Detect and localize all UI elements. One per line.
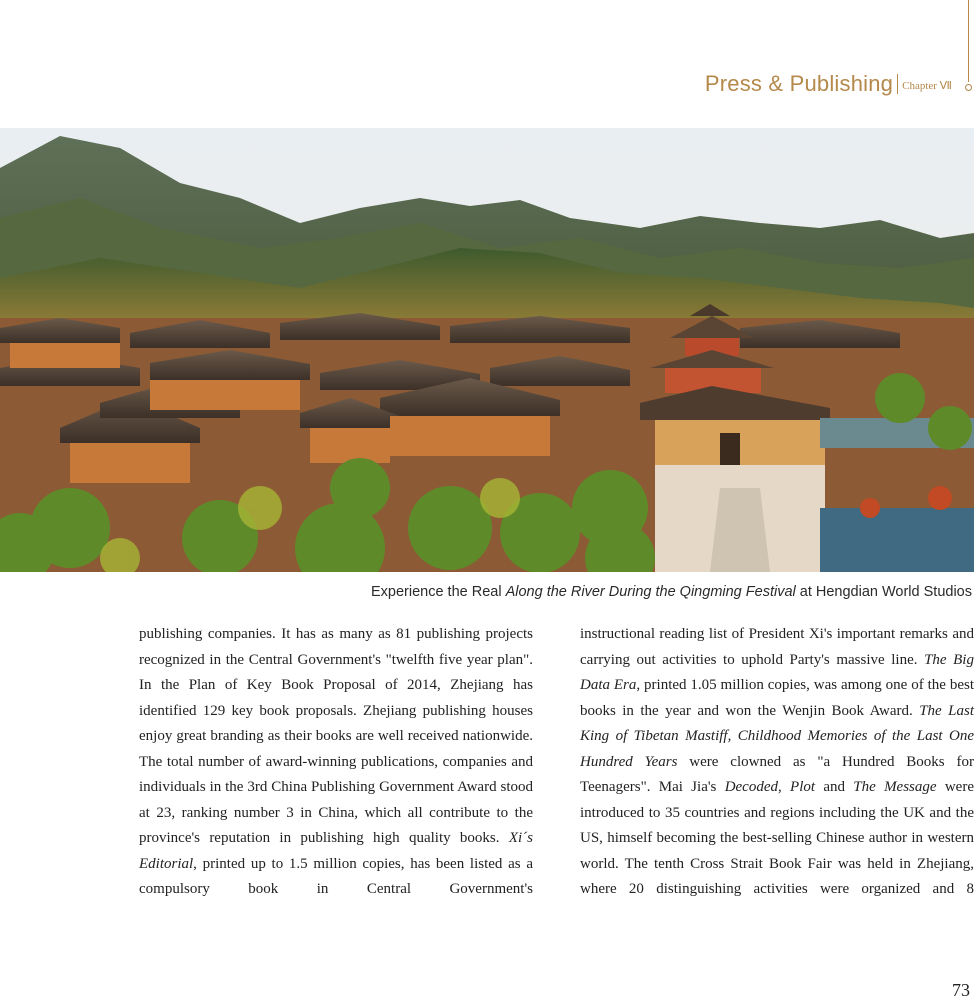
left-text-end: , printed up to 1.5 million copies, has been listed as a compulsory book in Central Government's <box>139 855 533 897</box>
book-title-plot: Plot <box>790 779 816 795</box>
hengdian-studios-photo <box>0 128 974 572</box>
header-divider <box>897 74 898 94</box>
decorative-vertical-line <box>968 0 969 82</box>
left-text-column <box>139 622 533 903</box>
right-text-1: instructional reading list of President Xi's important remarks and carrying out activities to uphold Party's massive line. <box>580 626 974 668</box>
right-text-4: , <box>778 779 791 795</box>
right-paragraph <box>580 622 974 903</box>
right-text-column <box>580 622 974 903</box>
book-title-xis-editorial: Xi´s Editorial <box>139 830 533 872</box>
chapter-label: Chapter Ⅶ <box>902 80 952 92</box>
decorative-circle <box>965 84 972 91</box>
book-title-decoded: Decoded <box>724 779 778 795</box>
caption-text: Experience the Real <box>370 584 506 600</box>
running-header <box>705 66 952 98</box>
book-titles-mastiff-memories: The Last King of Tibetan Mastiff, Childhood Memories of the Last One Hundred Years <box>580 702 974 770</box>
right-text-3: were clowned as "a Hundred Books for Teenagers". Mai Jia's <box>580 753 974 795</box>
caption-italic-title: Along the River During the Qingming Festival <box>505 584 796 600</box>
right-text-6: were introduced to 35 countries and regions including the UK and the US, himself becoming the best-selling Chinese author in western world. The tenth Cross Strait Book Fair was held in Zhejiang, where 20 distinguishing activities were organized and 8 <box>580 779 974 897</box>
left-paragraph <box>139 622 533 903</box>
right-text-5: and <box>815 779 854 795</box>
section-title: Press & Publishing <box>704 71 894 96</box>
book-title-the-message: The Message <box>853 779 937 795</box>
caption-text-end: at Hengdian World Studios <box>795 584 972 600</box>
photo-caption <box>371 584 972 600</box>
right-text-2: , printed 1.05 million copies, was among one of the best books in the year and won the Wenjin Book Award. <box>580 677 974 719</box>
book-title-big-data-era: The Big Data Era <box>580 651 974 693</box>
page-number: 73 <box>952 980 970 1000</box>
left-text: publishing companies. It has as many as 81 publishing projects recognized in the Central Government's "twelfth five year plan". In the Plan of Key Book Proposal of 2014, Zhejiang has identified 129 key book proposals. Zhejiang publishing houses enjoy great branding as their books are well received nationwide. The total number of award-winning publications, companies and individuals in the 3rd China Publishing Government Award stood at 23, ranking number 3 in China, which all contribute to the province's reputation in publishing high quality books. <box>139 626 533 846</box>
